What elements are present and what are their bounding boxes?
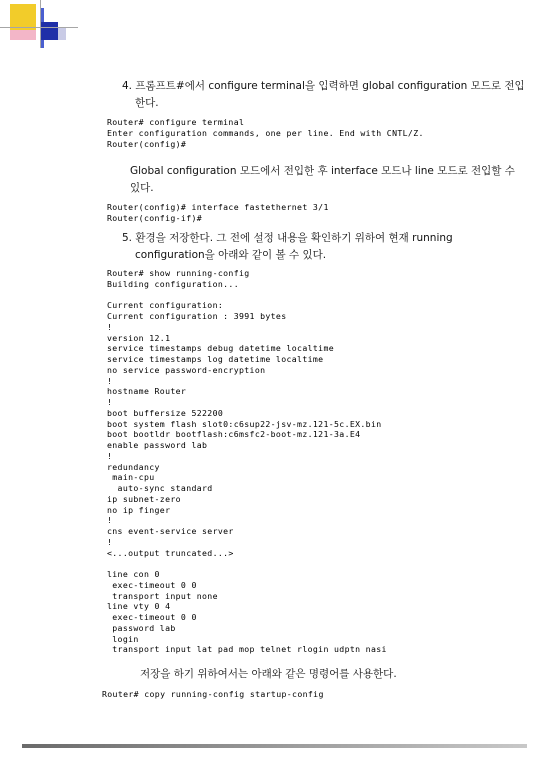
code-line: Router# configure terminal [107, 117, 245, 127]
code-line: Router# copy running-config startup-config [102, 689, 324, 699]
code-line: cns event-service server [107, 526, 234, 536]
code-line: transport input lat pad mop telnet rlogin udptn nasi [107, 644, 387, 655]
code-interface [107, 202, 329, 224]
code-line: ! [107, 515, 113, 526]
code-line: boot bootldr bootflash:c6msfc2-boot-mz.121-3a.E4 [107, 429, 361, 440]
save-note [140, 666, 397, 683]
global-config-note [130, 163, 515, 197]
code-line: line con 0 [107, 569, 160, 579]
code-line: Router(config)# [107, 138, 187, 149]
code-line: hostname Router [107, 386, 187, 397]
code-line: boot buffersize 522200 [107, 407, 224, 418]
code-line: redundancy [107, 461, 160, 472]
code-line: line vty 0 4 [107, 601, 171, 612]
step-4-line2: 한다. [135, 97, 159, 109]
step-5-text [122, 230, 453, 264]
code-line: Router(config-if)# [107, 212, 203, 223]
code-line: Router(config)# interface fastethernet 3/1 [107, 202, 329, 212]
code-copy-config [102, 689, 324, 700]
code-line: ! [107, 375, 113, 386]
code-line [107, 290, 387, 301]
corner-decoration-vline [40, 0, 41, 48]
code-line: ! [107, 397, 113, 407]
code-line: exec-timeout 0 0 [107, 579, 197, 590]
code-line: Current configuration: [107, 300, 224, 311]
code-configure-terminal [107, 117, 424, 149]
code-line: boot system flash slot0:c6sup22-jsv-mz.121-5c.EX.bin [107, 418, 382, 429]
code-line: Router# show running-config [107, 268, 250, 278]
footer-rule [22, 744, 527, 748]
code-line: ip subnet-zero [107, 493, 181, 504]
step-5-line1: 5. 환경을 저장한다. 그 전에 설정 내용을 확인하기 위하여 현재 running [122, 232, 453, 244]
corner-decoration-pink [10, 30, 36, 40]
code-line: ! [107, 536, 113, 547]
code-line: version 12.1 [107, 332, 171, 343]
step-5-line2: configuration을 아래와 같이 볼 수 있다. [135, 249, 327, 261]
step-4-text [122, 78, 525, 112]
code-line: no service password-encryption [107, 364, 266, 375]
code-line [107, 558, 387, 569]
code-line: Current configuration : 3991 bytes [107, 311, 287, 321]
global-note-line2: 있다. [130, 182, 154, 194]
code-line: Enter configuration commands, one per line. End with CNTL/Z. [107, 127, 424, 138]
code-line: password lab [107, 622, 176, 633]
save-note-text: 저장을 하기 위하여서는 아래와 같은 명령어를 사용한다. [140, 668, 397, 680]
code-line: transport input none [107, 590, 218, 601]
corner-decoration-navy [40, 22, 58, 40]
code-line: no ip finger [107, 504, 171, 515]
global-note-line1: Global configuration 모드에서 전입한 후 interface 모드나 line 모드로 전입할 수 [130, 165, 515, 177]
code-line: exec-timeout 0 0 [107, 612, 197, 622]
step-4-line1: 4. 프롬프트#에서 configure terminal을 입력하면 global configuration 모드로 전입 [122, 80, 525, 92]
corner-decoration-hline [0, 27, 78, 28]
code-line: ! [107, 450, 113, 461]
code-line: auto-sync standard [107, 483, 213, 493]
code-line: main-cpu [107, 472, 155, 483]
code-line: <...output truncated...> [107, 547, 234, 558]
code-running-config [107, 268, 387, 655]
code-line: enable password lab [107, 440, 208, 450]
code-line: Building configuration... [107, 278, 239, 289]
code-line: service timestamps log datetime localtime [107, 354, 324, 364]
code-line: ! [107, 321, 113, 332]
code-line: service timestamps debug datetime localtime [107, 343, 335, 354]
corner-decoration-gray [58, 28, 66, 40]
code-line: login [107, 633, 139, 644]
